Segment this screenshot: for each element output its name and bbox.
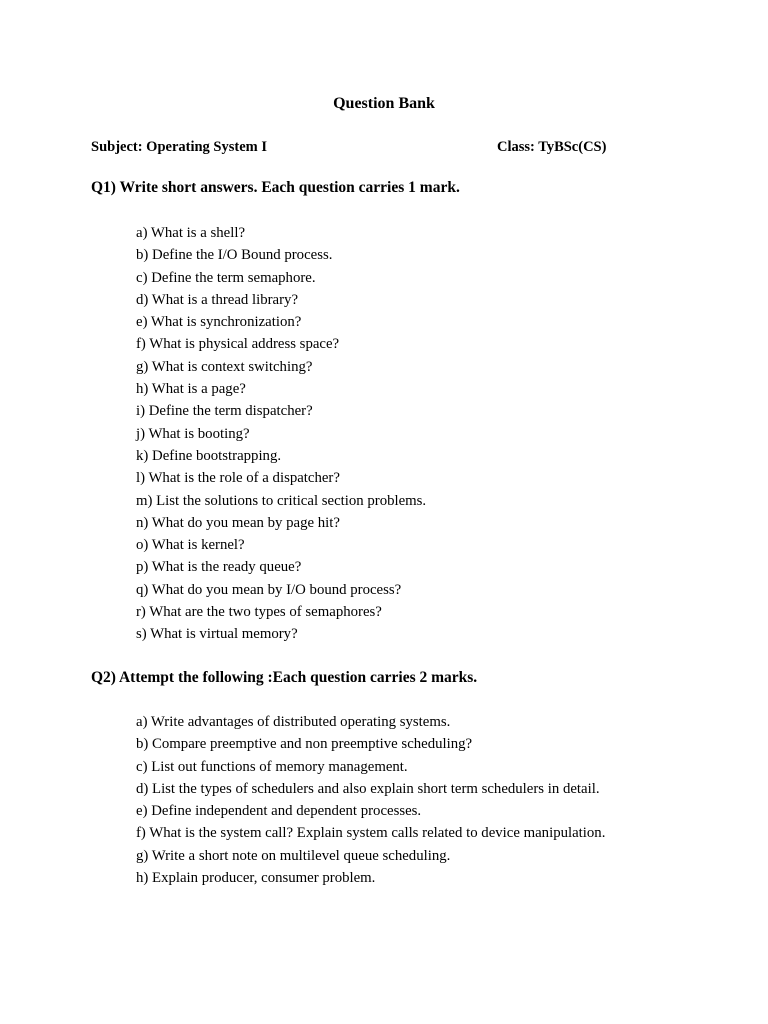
section-heading-q2: Q2) Attempt the following :Each question carries 2 marks. [91, 669, 478, 686]
question-item: f) What is physical address space? [136, 336, 340, 353]
question-item: g) What is context switching? [136, 358, 313, 375]
question-item: b) Define the I/O Bound process. [136, 247, 333, 264]
question-item: d) What is a thread library? [136, 291, 299, 308]
section-heading-q1: Q1) Write short answers. Each question carries 1 mark. [91, 179, 460, 196]
question-item: j) What is booting? [136, 425, 250, 442]
question-item: b) Compare preemptive and non preemptive scheduling? [136, 736, 473, 753]
question-item: l) What is the role of a dispatcher? [136, 470, 340, 487]
question-item: c) Define the term semaphore. [136, 269, 316, 286]
question-item: a) What is a shell? [136, 225, 246, 241]
question-item: h) Explain producer, consumer problem. [136, 870, 376, 887]
question-item: e) Define independent and dependent processes. [136, 803, 422, 820]
question-item: c) List out functions of memory management. [136, 758, 408, 775]
subject-label: Subject: Operating System I [91, 139, 268, 155]
question-item: e) What is synchronization? [136, 314, 302, 331]
question-item: d) List the types of schedulers and also explain short term schedulers in detail. [136, 780, 600, 797]
question-item: s) What is virtual memory? [136, 626, 298, 643]
question-item: f) What is the system call? Explain system calls related to device manipulation. [136, 825, 606, 842]
question-item: m) List the solutions to critical section problems. [136, 492, 427, 509]
question-item: k) Define bootstrapping. [136, 447, 282, 464]
question-list-q1 [136, 222, 666, 646]
question-item: a) Write advantages of distributed operating systems. [136, 714, 451, 730]
question-item: n) What do you mean by page hit? [136, 514, 340, 531]
question-item: r) What are the two types of semaphores? [136, 604, 382, 621]
question-item: h) What is a page? [136, 381, 246, 398]
document-meta-row [91, 137, 691, 157]
question-item: g) Write a short note on multilevel queue scheduling. [136, 847, 451, 864]
question-item: q) What do you mean by I/O bound process? [136, 581, 402, 598]
question-item: i) Define the term dispatcher? [136, 403, 313, 420]
question-item: o) What is kernel? [136, 537, 245, 554]
page-title: Question Bank [333, 95, 435, 112]
class-label: Class: TyBSc(CS) [497, 139, 607, 155]
question-item: p) What is the ready queue? [136, 559, 302, 576]
question-list-q2 [136, 711, 666, 889]
